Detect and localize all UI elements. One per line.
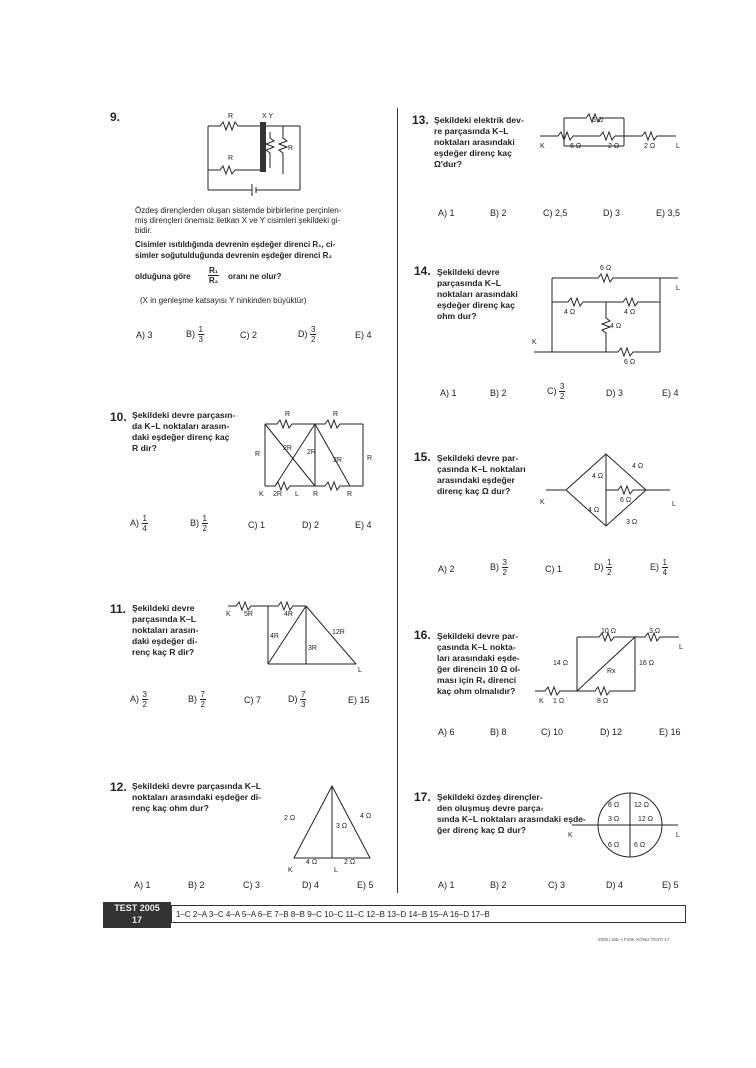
q15-option-c[interactable]: C) 1	[545, 564, 563, 574]
q16-option-e[interactable]: E) 16	[659, 727, 681, 737]
q16-line-2: çasında K–L nokta-	[437, 642, 516, 652]
q14-option-e[interactable]: E) 4	[662, 388, 679, 398]
q10-line-4: R dir?	[132, 443, 157, 453]
q11-label-3r: 3R	[308, 645, 317, 652]
q12-label-4-bottom: 4 Ω	[306, 859, 318, 866]
q16-label-k: K	[539, 698, 544, 705]
q16-line-4: ğer direncin 10 Ω ol-	[437, 664, 521, 674]
q15-option-a[interactable]: A) 2	[438, 564, 455, 574]
q12-option-e[interactable]: E) 5	[357, 880, 374, 890]
q12-line-1: Şekildeki devre parçasında K–L	[132, 781, 261, 791]
q10-label-r-right: R	[367, 455, 373, 462]
q10-option-d[interactable]: D) 2	[302, 520, 320, 530]
q15-line-1: Şekildeki devre par-	[437, 453, 519, 463]
q12-label-3: 3 Ω	[336, 823, 348, 830]
q11-figure	[226, 600, 366, 678]
q11-label-5r: 5R	[244, 611, 253, 618]
q13-line-3: noktaları arasındaki	[434, 137, 515, 147]
q12-label-4-right: 4 Ω	[360, 813, 372, 820]
q10-label-r-left: R	[255, 451, 261, 458]
q17-option-d[interactable]: D) 4	[606, 880, 624, 890]
q13-line-4: eşdeğer direnç kaç	[434, 148, 512, 158]
q13-label-2a: 2 Ω	[608, 143, 620, 150]
q14-figure	[528, 262, 683, 370]
q17-label-6-b: 6 Ω	[608, 842, 620, 849]
q10-label-r-bottom2: R	[347, 491, 353, 498]
q9-label-xy: X Y	[262, 113, 274, 120]
q14-line-5: ohm dur?	[437, 311, 477, 321]
q16-label-rx: Rx	[607, 668, 616, 675]
q15-option-e[interactable]: E) $\frac{1}{4}$	[650, 558, 667, 577]
q9-figure	[190, 108, 320, 198]
q16-figure	[535, 625, 685, 707]
q10-figure	[255, 408, 380, 500]
q10-line-2: da K–L noktaları arasın-	[132, 421, 230, 431]
q17-label-12-b: 12 Ω	[638, 816, 653, 823]
q15-line-4: direnç kaç Ω dur?	[437, 486, 511, 496]
q13-label-2b: 2 Ω	[644, 143, 656, 150]
q16-option-d[interactable]: D) 12	[600, 727, 623, 737]
q14-label-l: L	[676, 285, 680, 292]
column-divider	[397, 108, 398, 893]
q14-line-4: eşdeğer direnç kaç	[437, 300, 515, 310]
q14-line-2: parçasında K–L	[437, 278, 501, 288]
q17-line-2: den oluşmuş devre parça-	[437, 803, 544, 813]
q10-line-3: daki eşdeğer direnç kaç	[132, 432, 230, 442]
q15-label-l: L	[672, 501, 676, 508]
q17-figure	[568, 785, 683, 865]
q15-option-b[interactable]: B) $\frac{3}{2}$	[490, 558, 507, 577]
q12-label-2-bottom: 2 Ω	[344, 859, 356, 866]
q15-label-6: 6 Ω	[620, 497, 632, 504]
q16-line-5: ması için Rₓ direnci	[437, 675, 517, 685]
q12-line-3: renç kaç ohm dur?	[132, 803, 209, 813]
q9-label-r-right: R	[288, 145, 294, 152]
q11-line-5: renç kaç R dir?	[132, 647, 195, 657]
q9-label-r-top: R	[228, 113, 234, 120]
q11-option-d[interactable]: D) $\frac{7}{3}$	[288, 690, 306, 709]
q9-bold-3a: olduğuna göre	[135, 272, 191, 281]
q15-figure	[540, 448, 680, 533]
q14-option-a[interactable]: A) 1	[440, 388, 457, 398]
q16-label-14: 14 Ω	[553, 660, 568, 667]
q17-option-a[interactable]: A) 1	[438, 880, 455, 890]
q9-option-e[interactable]: E) 4	[355, 330, 372, 340]
q9-note: (X in genleşme katsayısı Y ninkinden büyüktür)	[140, 296, 307, 305]
q14-label-4-mid: 4 Ω	[610, 323, 622, 330]
q13-line-2: re parçasında K–L	[434, 126, 509, 136]
q14-line-1: Şekildeki devre	[437, 267, 500, 277]
q9-para-2: miş dirençleri önemsiz iletkan X ve Y cisimleri şekildeki gi-	[135, 216, 341, 225]
q13-number: 13.	[412, 113, 429, 127]
q13-option-e[interactable]: E) 3,5	[656, 208, 681, 218]
q9-label-r-bottom: R	[228, 155, 234, 162]
test-badge-number: 17	[131, 915, 142, 925]
q16-label-8: 8 Ω	[597, 698, 609, 705]
q10-line-1: Şekildeki devre parçasın-	[132, 410, 236, 420]
q17-label-12-a: 12 Ω	[634, 802, 649, 809]
q12-option-d[interactable]: D) 4	[302, 880, 320, 890]
test-badge	[103, 902, 171, 928]
q10-label-2r-b: 2R	[307, 449, 316, 456]
q17-number: 17.	[414, 790, 431, 804]
q9-para-1: Özdeş dirençlerden oluşan sistemde birbirlerine perçinlen-	[135, 206, 342, 215]
q17-label-6-c: 6 Ω	[634, 842, 646, 849]
q9-ratio: $\frac{\text{R₁}}{\text{R₂}}$	[208, 266, 219, 285]
q14-option-c[interactable]: C) $\frac{3}{2}$	[547, 382, 565, 401]
q11-line-2: parçasında K–L	[132, 614, 196, 624]
q15-label-4-c: 4 Ω	[588, 507, 600, 514]
q11-option-e[interactable]: E) 15	[348, 695, 370, 705]
q14-line-3: noktaları arasındaki	[437, 289, 518, 299]
q9-bold-3b: oranı ne olur?	[228, 272, 282, 281]
q13-figure	[540, 110, 680, 155]
q16-option-a[interactable]: A) 6	[438, 727, 455, 737]
q12-number: 12.	[110, 780, 127, 794]
q11-label-12r: 12R	[332, 629, 345, 636]
q13-label-l: L	[676, 143, 680, 150]
q16-label-16: 16 Ω	[639, 660, 654, 667]
q10-label-2r-c: 2R	[333, 457, 342, 464]
q15-number: 15.	[414, 450, 431, 464]
q16-label-1: 1 Ω	[553, 698, 565, 705]
q16-option-b[interactable]: B) 8	[490, 727, 507, 737]
q16-line-6: kaç ohm olmalıdır?	[437, 686, 516, 696]
q12-option-a[interactable]: A) 1	[134, 880, 151, 890]
q9-option-c[interactable]: C) 2	[240, 330, 258, 340]
q9-para-3: bidir.	[135, 226, 152, 235]
q10-label-r2: R	[333, 411, 339, 418]
q10-label-k: K	[259, 491, 264, 498]
q9-option-d[interactable]: D) $\frac{3}{2}$	[298, 325, 316, 344]
q15-label-3: 3 Ω	[626, 519, 638, 526]
q10-option-c[interactable]: C) 1	[248, 520, 266, 530]
q17-line-1: Şekildeki özdeş dirençler-	[437, 792, 543, 802]
q17-label-6-a: 6 Ω	[608, 802, 620, 809]
q14-label-4-left: 4 Ω	[564, 309, 576, 316]
q9-bold-2: simler soğutulduğunda devrenin eşdeğer direnci R₂	[135, 251, 332, 260]
q17-option-b[interactable]: B) 2	[490, 880, 507, 890]
q11-number: 11.	[110, 602, 127, 616]
q9-number: 9.	[110, 110, 121, 124]
q11-label-l: L	[358, 667, 362, 674]
q12-label-2-left: 2 Ω	[284, 815, 296, 822]
q14-label-k: K	[532, 339, 537, 346]
test-badge-title: TEST 2005	[114, 903, 160, 913]
q11-option-b[interactable]: B) $\frac{7}{2}$	[188, 690, 205, 709]
q11-label-4r-top: 4R	[284, 611, 293, 618]
q10-label-r1: R	[285, 411, 291, 418]
q13-line-5: Ω'dur?	[434, 159, 463, 169]
answer-key: 1–C 2–A 3–C 4–A 5–A 6–E 7–B 8–B 9–C 10–C 11–C 12–B 13–D 14–B 15–A 16–D 17–B	[171, 905, 686, 923]
q12-label-l: L	[334, 867, 338, 874]
q12-option-c[interactable]: C) 3	[243, 880, 261, 890]
q12-label-k: K	[288, 867, 293, 874]
q10-option-e[interactable]: E) 4	[355, 520, 372, 530]
q12-option-b[interactable]: B) 2	[188, 880, 205, 890]
q16-label-3: 3 Ω	[649, 628, 661, 635]
q14-label-6-bottom: 6 Ω	[624, 359, 636, 366]
q11-label-k: K	[226, 611, 231, 618]
q10-label-2r-a: 2R	[283, 445, 292, 452]
q15-label-k: K	[540, 499, 545, 506]
q15-label-4-a: 4 Ω	[592, 473, 604, 480]
q16-line-1: Şekildeki devre par-	[437, 631, 519, 641]
q15-line-2: çasında K–L noktaları	[437, 464, 526, 474]
q16-line-3: ları arasındaki eşde-	[437, 653, 520, 663]
page-footnote: 2005 LISE–I FIZIK KONU TESTI 17	[598, 937, 670, 942]
q17-line-3: sında K–L noktaları arasındaki eşde-	[437, 814, 586, 824]
q17-option-c[interactable]: C) 3	[548, 880, 566, 890]
q12-line-2: noktaları arasındaki eşdeğer di-	[132, 792, 261, 802]
q17-label-k: K	[568, 832, 573, 839]
q14-option-d[interactable]: D) 3	[606, 388, 624, 398]
q13-label-5: 5 Ω	[592, 117, 604, 124]
q13-option-d[interactable]: D) 3	[603, 208, 621, 218]
q9-bold-1: Cisimler ısıtıldığında devrenin eşdeğer direnci R₁, ci-	[135, 240, 336, 249]
q11-label-4r-left: 4R	[270, 633, 279, 640]
q10-label-2r-bottom: 2R	[273, 491, 282, 498]
q13-label-k: K	[540, 143, 545, 150]
q13-option-b[interactable]: B) 2	[490, 208, 507, 218]
q11-option-c[interactable]: C) 7	[244, 695, 262, 705]
q15-line-3: arasındaki eşdeğer	[437, 475, 515, 485]
q17-label-3: 3 Ω	[608, 816, 620, 823]
q9-option-a[interactable]: A) 3	[136, 330, 153, 340]
q11-option-a[interactable]: A) $\frac{3}{2}$	[130, 690, 147, 709]
q9-option-b[interactable]: B) $\frac{1}{3}$	[186, 325, 203, 344]
q15-option-d[interactable]: D) $\frac{1}{2}$	[594, 558, 612, 577]
q16-label-l: L	[679, 644, 683, 651]
q13-label-6: 6 Ω	[570, 143, 582, 150]
q14-label-4-right: 4 Ω	[624, 309, 636, 316]
q16-option-c[interactable]: C) 10	[541, 727, 564, 737]
q11-line-1: Şekildeki devre	[132, 603, 195, 613]
q14-option-b[interactable]: B) 2	[490, 388, 507, 398]
q16-number: 16.	[414, 628, 431, 642]
q12-figure	[282, 780, 382, 875]
q10-option-b[interactable]: B) $\frac{1}{2}$	[190, 514, 207, 533]
q13-line-1: Şekildeki elektrik dev-	[434, 115, 524, 125]
q13-option-c[interactable]: C) 2,5	[543, 208, 568, 218]
q17-option-e[interactable]: E) 5	[662, 880, 679, 890]
q14-label-6-top: 6 Ω	[600, 265, 612, 272]
q15-label-4-b: 4 Ω	[632, 463, 644, 470]
q16-label-10: 10 Ω	[601, 628, 616, 635]
q10-option-a[interactable]: A) $\frac{1}{4}$	[130, 514, 147, 533]
q13-option-a[interactable]: A) 1	[438, 208, 455, 218]
q10-label-r-bottom: R	[313, 491, 319, 498]
q17-line-4: ğer direnç kaç Ω dur?	[437, 825, 527, 835]
q10-label-l: L	[295, 491, 299, 498]
q17-label-l: L	[676, 832, 680, 839]
q10-number: 10.	[110, 410, 127, 424]
q11-line-3: noktaları arasın-	[132, 625, 199, 635]
q14-number: 14.	[414, 264, 431, 278]
q11-line-4: daki eşdeğer di-	[132, 636, 198, 646]
